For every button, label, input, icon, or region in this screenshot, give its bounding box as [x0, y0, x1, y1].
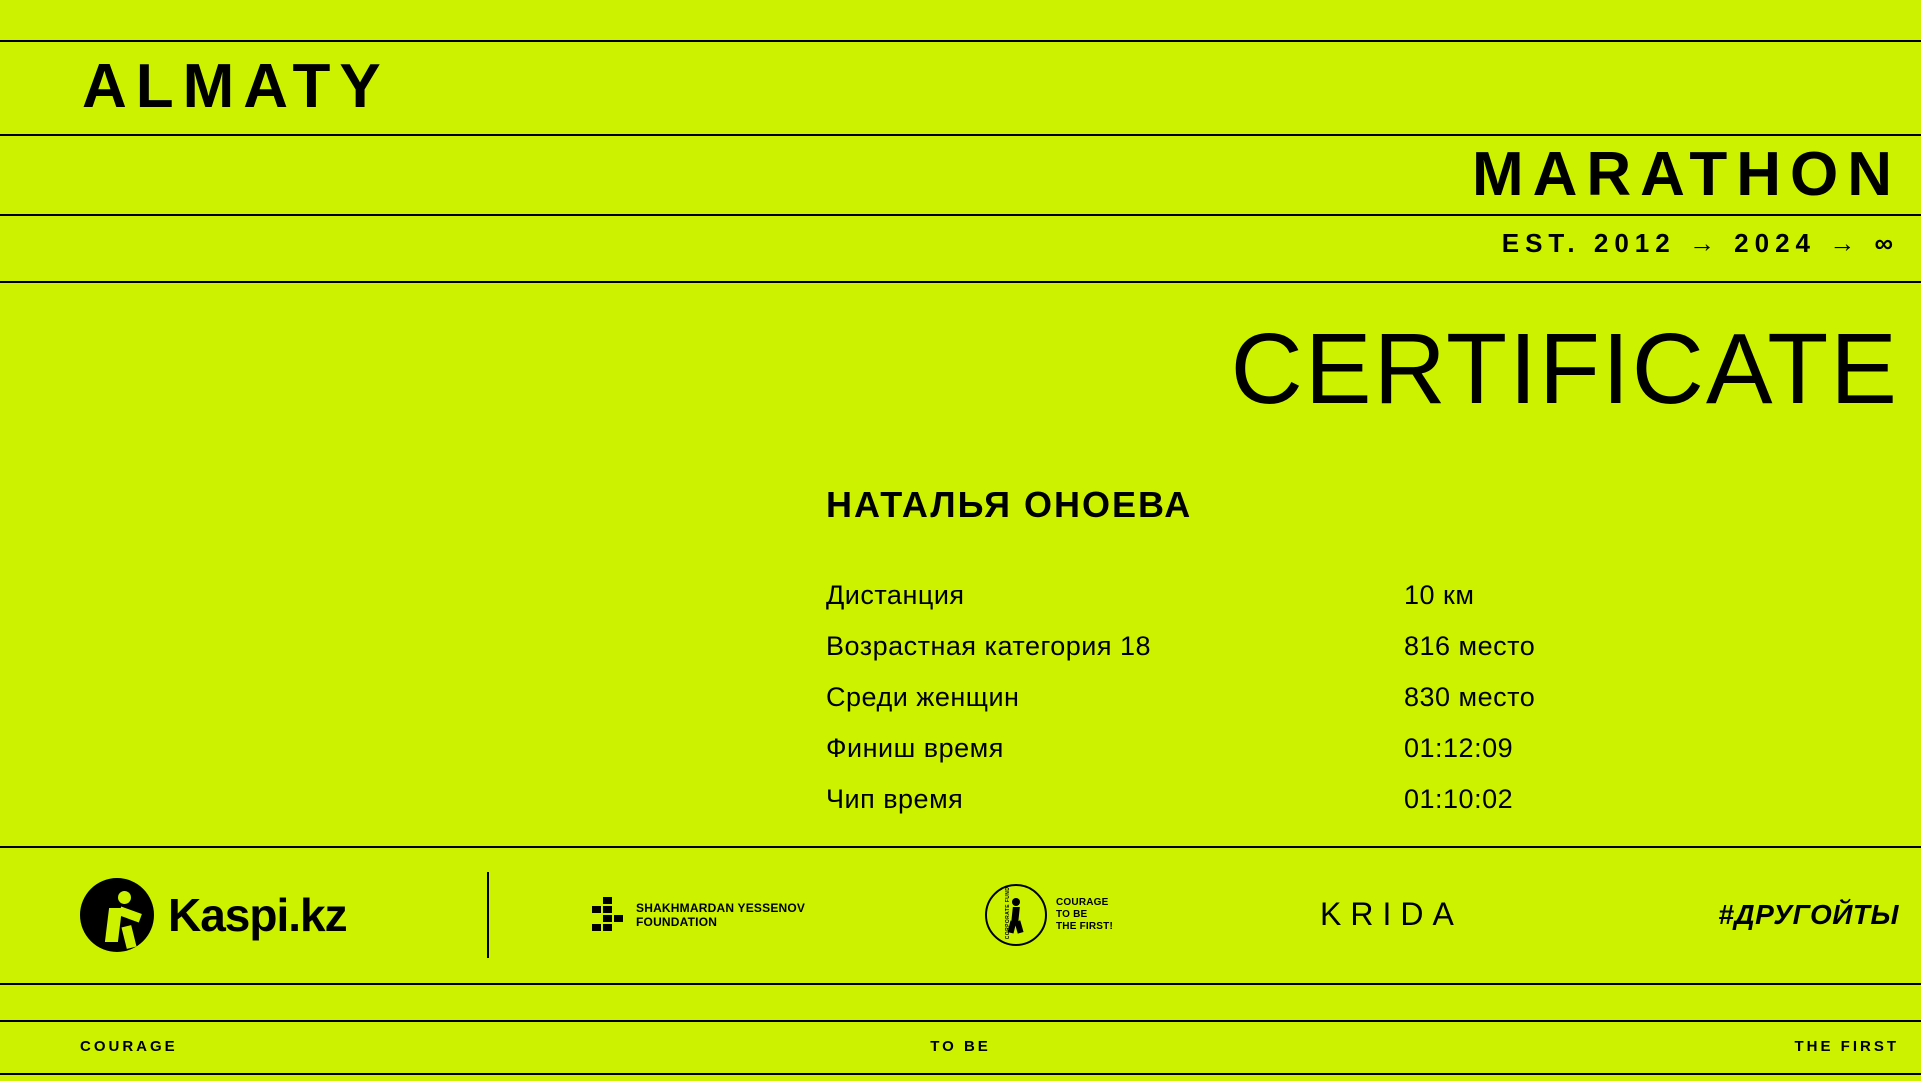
- table-row: [826, 733, 1626, 784]
- divider-line-4: [0, 281, 1921, 283]
- footer-slogan: [0, 1020, 1921, 1073]
- participant-name: НАТАЛЬЯ ОНОЕВА: [826, 484, 1193, 525]
- result-value: 01:12:09: [1404, 733, 1514, 763]
- table-row: [826, 580, 1626, 631]
- yessenov-logo-icon: [592, 897, 626, 933]
- sponsor-kaspi: [80, 878, 347, 952]
- brand-marathon: MARATHON: [1471, 140, 1901, 209]
- brand-established: EST. 2012 → 2024 → ∞: [1501, 228, 1899, 258]
- sponsor-drugoyty: #ДРУГОЙТЫ: [1718, 898, 1899, 930]
- table-row: [826, 784, 1626, 835]
- sponsor-krida: KRIDA: [1320, 896, 1463, 932]
- corpfund-line-2: TO BE: [1056, 908, 1088, 920]
- result-value: 01:10:02: [1404, 784, 1514, 814]
- footer-middle: TO BE: [930, 1038, 991, 1055]
- divider-line-1: [0, 40, 1921, 42]
- corpfund-line-3: THE FIRST!: [1056, 920, 1113, 932]
- sponsor-corporate-fund: [985, 884, 1113, 946]
- sponsor-divider: [487, 872, 489, 958]
- sponsors-bar: [0, 846, 1921, 983]
- kaspi-wordmark: Kaspi.kz: [168, 888, 347, 941]
- kaspi-logo-icon: [80, 878, 154, 952]
- divider-line-3: [0, 214, 1921, 216]
- result-value: 830 место: [1404, 682, 1536, 712]
- corporate-fund-ring-text: CORPORATE FUND: [1005, 886, 1012, 939]
- table-row: [826, 631, 1626, 682]
- corporate-fund-wordmark: [1056, 897, 1113, 933]
- divider-line-8: [0, 1073, 1921, 1075]
- yessenov-wordmark: [636, 901, 805, 929]
- result-label: Финиш время: [826, 733, 1004, 763]
- result-label: Чип время: [826, 784, 964, 814]
- divider-line-2: [0, 134, 1921, 136]
- page-title: CERTIFICATE: [1230, 313, 1899, 425]
- corpfund-line-1: COURAGE: [1056, 896, 1109, 908]
- footer-left: COURAGE: [80, 1038, 178, 1055]
- yessenov-line-1: SHAKHMARDAN YESSENOV: [636, 900, 806, 915]
- result-label: Дистанция: [826, 580, 965, 610]
- corporate-fund-seal-icon: [985, 884, 1047, 946]
- yessenov-line-2: FOUNDATION: [636, 914, 718, 929]
- divider-line-6: [0, 983, 1921, 985]
- result-label: Среди женщин: [826, 682, 1020, 712]
- table-row: [826, 682, 1626, 733]
- sponsor-yessenov-foundation: [592, 897, 805, 933]
- brand-almaty: ALMATY: [82, 52, 390, 121]
- results-table: [826, 580, 1626, 835]
- result-label: Возрастная категория 18: [826, 631, 1151, 661]
- result-value: 10 км: [1404, 580, 1475, 610]
- result-value: 816 место: [1404, 631, 1536, 661]
- footer-right: THE FIRST: [1794, 1038, 1899, 1055]
